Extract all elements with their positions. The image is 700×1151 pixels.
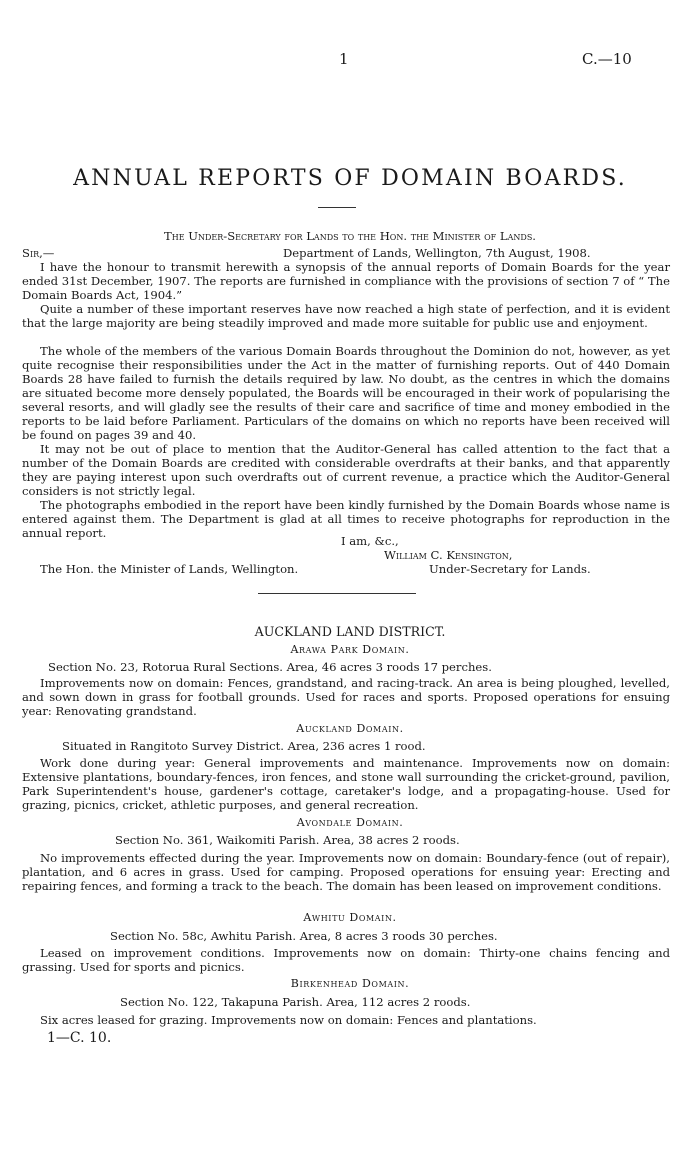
domain-description: Leased on improvement conditions. Improvements now on domain: Thirty-one chains fencing and grassing. Used for sports and picnics. — [22, 946, 670, 974]
page-title: ANNUAL REPORTS OF DOMAIN BOARDS. — [73, 166, 627, 191]
district-title: AUCKLAND LAND DISTRICT. — [254, 624, 446, 639]
domain-heading: Birkenhead Domain. — [290, 977, 410, 990]
domain-description: No improvements effected during the year. Improvements now on domain: Boundary-fence (out of repair), plantation, and 6 acres in grass. Used for camping. Proposed operations for ensuing year: Erecting and repairing fences, and forming a track to the beach. The domain has been leased on improvement conditions. — [22, 851, 670, 893]
domain-section: Situated in Rangitoto Survey District. Area, 236 acres 1 rood. — [62, 739, 426, 753]
domain-section: Section No. 58c, Awhitu Parish. Area, 8 acres 3 roods 30 perches. — [110, 929, 498, 943]
domain-section: Section No. 23, Rotorua Rural Sections. Area, 46 acres 3 roods 17 perches. — [48, 660, 492, 674]
letter-address-line: The Under-Secretary for Lands to the Hon. the Minister of Lands. — [164, 229, 536, 243]
title-rule — [318, 207, 356, 208]
domain-description: Work done during year: General improvements and maintenance. Improvements now on domain: Extensive plantations, boundary-fences, iron fences, and stone wall surrounding the cricket-ground, pavilion, Park Superintendent's house, gardener's cottage, caretaker's lodge, and a propagating-house. Used for grazing, picnics, cricket, athletic purposes, and general recreation. — [22, 756, 670, 812]
domain-heading: Awhitu Domain. — [303, 911, 397, 924]
letter-paragraph-1: I have the honour to transmit herewith a synopsis of the annual reports of Domain Boards for the year ended 31st December, 1907. The reports are furnished in compliance with the provisions of section 7 of “ The Domain Boards Act, 1904.” — [22, 260, 670, 302]
letter-paragraph-4: It may not be out of place to mention that the Auditor-General has called attention to the fact that a number of the Domain Boards are credited with considerable overdrafts at their banks, and that apparently they are paying interest upon such overdrafts out of current revenue, a practice which the Auditor-General considers is not strictly legal. — [22, 442, 670, 498]
footer-signature: 1—C. 10. — [47, 1030, 112, 1046]
domain-section: Section No. 361, Waikomiti Parish. Area, 38 acres 2 roods. — [115, 833, 460, 847]
letter-paragraph-2: Quite a number of these important reserves have now reached a high state of perfection, and it is evident that the large majority are being steadily improved and made more suitable for public use and enjoyment. — [22, 302, 670, 330]
domain-heading: Avondale Domain. — [296, 816, 404, 829]
salutation: Sir,— — [22, 246, 55, 260]
letter-paragraph-5: The photographs embodied in the report have been kindly furnished by the Domain Boards whose name is entered against them. The Department is glad at all times to receive photographs for reproduction in the annual report. — [22, 498, 670, 540]
domain-section: Section No. 122, Takapuna Parish. Area, 112 acres 2 roods. — [120, 995, 471, 1009]
domain-description: Improvements now on domain: Fences, grandstand, and racing-track. An area is being ploughed, levelled, and sown down in grass for football grounds. Used for races and sports. Proposed operations for ensuing year: Renovating grandstand. — [22, 676, 670, 718]
signatory-name: William C. Kensington, — [384, 548, 513, 562]
document-reference: C.—10 — [582, 50, 632, 68]
letter-recipient: The Hon. the Minister of Lands, Wellington. — [40, 562, 299, 576]
domain-heading: Arawa Park Domain. — [290, 643, 410, 656]
page-number: 1 — [339, 50, 349, 68]
section-divider — [258, 593, 416, 594]
dateline: Department of Lands, Wellington, 7th August, 1908. — [283, 246, 591, 260]
letter-closing: I am, &c., — [341, 534, 399, 548]
signatory-title: Under-Secretary for Lands. — [429, 562, 591, 576]
domain-heading: Auckland Domain. — [296, 722, 404, 735]
domain-description: Six acres leased for grazing. Improvements now on domain: Fences and plantations. — [40, 1013, 537, 1027]
letter-paragraph-3: The whole of the members of the various Domain Boards throughout the Dominion do not, however, as yet quite recognise their responsibilities under the Act in the matter of furnishing reports. Out of 440 Domain Boards 28 have failed to furnish the details required by law. No doubt, as the centres in which the domains are situated become more densely populated, the Boards will be encouraged in their work of popularising the several resorts, and will gladly see the results of their care and sacrifice of time and money embodied in the reports to be laid before Parliament. Particulars of the domains on which no reports have been received will be found on pages 39 and 40. — [22, 344, 670, 442]
